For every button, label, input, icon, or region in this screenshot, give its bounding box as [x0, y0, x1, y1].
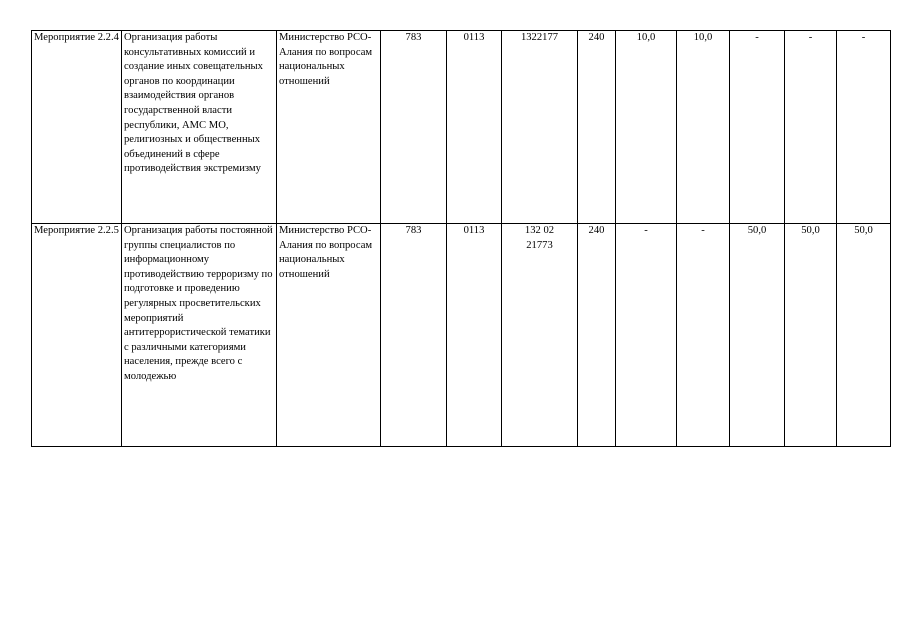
- row-grbs: 783: [381, 31, 447, 224]
- row-grbs: 783: [381, 224, 447, 447]
- row-csr-line2: 21773: [526, 239, 553, 251]
- row-year-5: -: [837, 31, 891, 224]
- row-year-5: 50,0: [837, 224, 891, 447]
- row-code: Мероприятие 2.2.5: [32, 224, 122, 447]
- row-name: Организация работы постоянной группы специалистов по информационному противодействию терроризму по подготовке и проведению регулярных просветительских мероприятий антитеррористической тематики с различными категориями населения, прежде всего с молодежью: [122, 224, 277, 447]
- row-code: Мероприятие 2.2.4: [32, 31, 122, 224]
- row-csr: [502, 224, 578, 447]
- row-year-4: 50,0: [785, 224, 837, 447]
- row-year-4: -: [785, 31, 837, 224]
- row-year-3: -: [730, 31, 785, 224]
- row-executor: Министерство РСО-Алания по вопросам национальных отношений: [277, 224, 381, 447]
- row-year-3: 50,0: [730, 224, 785, 447]
- row-name: Организация работы консультативных комиссий и создание иных совещательных органов по координации взаимодействия органов государственной власти республики, АМС МО, религиозных и общественных объединений в сфере противодействия экстремизму: [122, 31, 277, 224]
- program-table: [31, 30, 891, 447]
- row-executor: Министерство РСО-Алания по вопросам национальных отношений: [277, 31, 381, 224]
- row-vr: 240: [578, 224, 616, 447]
- row-csr-line1: 1322177: [520, 32, 559, 43]
- row-rzpr: 0113: [447, 31, 502, 224]
- row-year-1: 10,0: [616, 31, 677, 224]
- table-row: [32, 31, 891, 224]
- table-row: [32, 224, 891, 447]
- row-vr: 240: [578, 31, 616, 224]
- row-csr-line1: 132 02: [524, 225, 555, 236]
- row-year-1: -: [616, 224, 677, 447]
- row-rzpr: 0113: [447, 224, 502, 447]
- row-year-2: -: [677, 224, 730, 447]
- row-csr: [502, 31, 578, 224]
- row-year-2: 10,0: [677, 31, 730, 224]
